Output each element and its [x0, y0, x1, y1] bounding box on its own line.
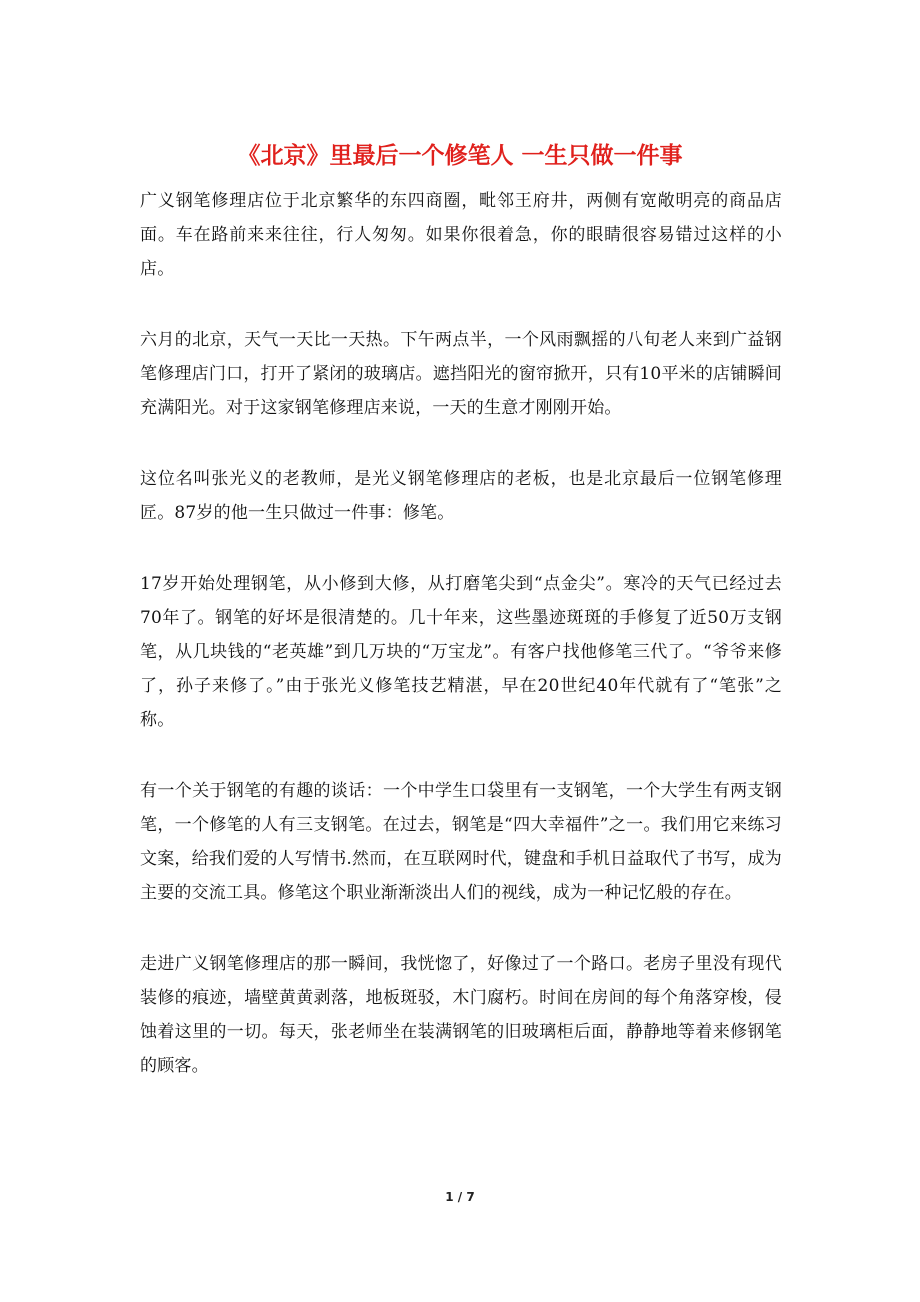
paragraph: 有一个关于钢笔的有趣的谈话：一个中学生口袋里有一支钢笔，一个大学生有两支钢笔，一个修笔的人有三支钢笔。在过去，钢笔是“四大幸福件”之一。我们用它来练习文案，给我们爱的人写情书.然而，在互联网时代，键盘和手机日益取代了书写，成为主要的交流工具。修笔这个职业渐渐淡出人们的视线，成为一种记忆般的存在。: [140, 781, 783, 903]
document-title: 《北京》里最后一个修笔人 一生只做一件事: [237, 143, 683, 169]
article-body: [140, 184, 782, 1120]
paragraph: 走进广义钢笔修理店的那一瞬间，我恍惚了，好像过了一个路口。老房子里没有现代装修的痕迹，墙壁黄黄剥落，地板斑驳，木门腐朽。时间在房间的每个角落穿梭，侵蚀着这里的一切。每天，张老师坐在装满钢笔的旧玻璃柜后面，静静地等着来修钢笔的顾客。: [140, 954, 782, 1076]
paragraph: 17岁开始处理钢笔，从小修到大修，从打磨笔尖到“点金尖”。寒冷的天气已经过去70年了。钢笔的好坏是很清楚的。几十年来，这些墨迹斑斑的手修复了近50万支钢笔，从几块钱的“老英雄”到几万块的“万宝龙”。有客户找他修笔三代了。“爷爷来修了，孙子来修了。”由于张光义修笔技艺精湛，早在20世纪40年代就有了“笔张”之称。: [140, 574, 782, 730]
page-number: 1 / 7: [445, 1190, 475, 1204]
paragraph: 这位名叫张光义的老教师，是光义钢笔修理店的老板，也是北京最后一位钢笔修理匠。87岁的他一生只做过一件事：修笔。: [140, 469, 782, 523]
paragraph: 广义钢笔修理店位于北京繁华的东四商圈，毗邻王府井，两侧有宽敞明亮的商品店面。车在路前来来往往，行人匆匆。如果你很着急，你的眼睛很容易错过这样的小店。: [140, 191, 782, 279]
paragraph: 六月的北京，天气一天比一天热。下午两点半，一个风雨飘摇的八旬老人来到广益钢笔修理店门口，打开了紧闭的玻璃店。遮挡阳光的窗帘掀开，只有10平米的店铺瞬间充满阳光。对于这家钢笔修理店来说，一天的生意才刚刚开始。: [140, 330, 782, 418]
